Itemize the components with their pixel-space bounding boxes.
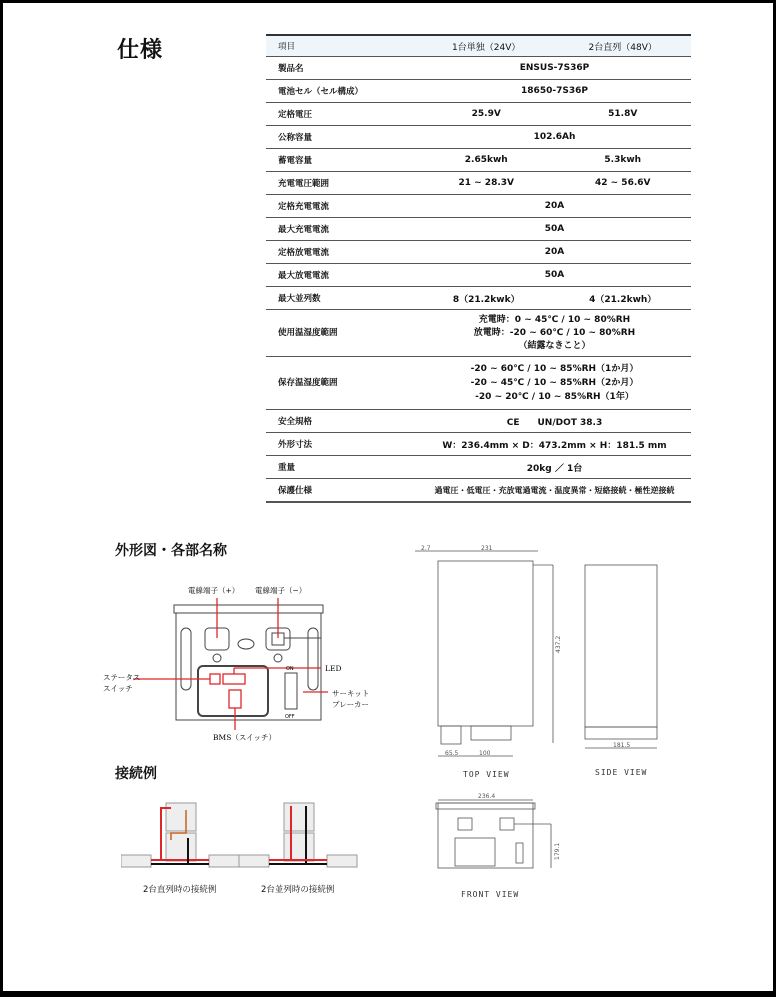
row-label: 最大並列数 <box>266 287 418 310</box>
front-view-drawing <box>433 788 563 878</box>
bms-label: BMS（スイッチ） <box>213 733 277 742</box>
front-view-caption: FRONT VIEW <box>461 890 520 899</box>
table-header-row <box>266 35 691 57</box>
row-value-single: 8（21.2kwk） <box>418 287 554 310</box>
value-line: -20 ~ 45℃ / 10 ~ 85%RH（2か月） <box>470 378 639 388</box>
off-label: OFF <box>285 714 295 720</box>
dim-179-1: 179.1 <box>554 842 561 860</box>
row-label: 重量 <box>266 456 418 479</box>
series-diagram <box>121 803 239 867</box>
spec-page <box>3 3 773 991</box>
table-row <box>266 103 691 126</box>
table-row <box>266 172 691 195</box>
parallel-diagram <box>239 803 357 867</box>
dim-100: 100 <box>479 750 491 757</box>
row-value-series: 4（21.2kwh） <box>554 287 691 310</box>
row-label: 製品名 <box>266 57 418 80</box>
dim-437-2: 437.2 <box>555 635 562 653</box>
page-title: 仕様 <box>117 38 164 63</box>
row-value: 50A <box>418 264 691 287</box>
table-row <box>266 218 691 241</box>
row-label: 最大放電電流 <box>266 264 418 287</box>
row-label: 最大充電電流 <box>266 218 418 241</box>
row-label: 定格電圧 <box>266 103 418 126</box>
header-single: 1台単独（24V） <box>418 35 554 57</box>
dim-236-4: 236.4 <box>478 793 496 800</box>
row-label: 定格充電電流 <box>266 195 418 218</box>
header-series: 2台直列（48V） <box>554 35 691 57</box>
table-row <box>266 241 691 264</box>
table-row <box>266 287 691 310</box>
row-value-single: 2.65kwh <box>418 149 554 172</box>
row-label: 保存温湿度範囲 <box>266 357 418 410</box>
row-label: 定格放電電流 <box>266 241 418 264</box>
row-value-multiline <box>418 357 691 410</box>
row-value: ENSUS-7S36P <box>418 57 691 80</box>
row-value-single: 21 ~ 28.3V <box>418 172 554 195</box>
breaker-label: サーキット <box>332 689 370 698</box>
table-row <box>266 195 691 218</box>
table-row <box>266 80 691 103</box>
table-row <box>266 456 691 479</box>
top-side-drawings <box>413 543 663 763</box>
row-label: 蓄電容量 <box>266 149 418 172</box>
row-value: 50A <box>418 218 691 241</box>
parallel-caption: 2台並列時の接続例 <box>261 885 335 895</box>
table-row <box>266 57 691 80</box>
row-value: 20A <box>418 241 691 264</box>
table-row <box>266 433 691 456</box>
value-line: 充電時：0 ~ 45℃ / 10 ~ 80%RH <box>478 314 631 325</box>
table-row <box>266 479 691 503</box>
row-label: 電池セル（セル構成） <box>266 80 418 103</box>
row-value-series: 5.3kwh <box>554 149 691 172</box>
terminal-minus-label: 電線端子（−） <box>255 586 307 595</box>
front-parts-diagram <box>103 578 383 748</box>
table-row <box>266 149 691 172</box>
table-row <box>266 357 691 410</box>
led-label: LED <box>325 664 342 673</box>
row-value: 過電圧・低電圧・充放電過電流・温度異常・短絡接続・極性逆接続 <box>418 479 691 503</box>
header-item: 項目 <box>266 35 418 57</box>
row-value: 102.6Ah <box>418 126 691 149</box>
table-row <box>266 126 691 149</box>
value-line: -20 ~ 20℃ / 10 ~ 85%RH（1年） <box>475 392 634 402</box>
dim-2-7: 2.7 <box>421 545 431 552</box>
row-value-multiline <box>418 310 691 357</box>
row-value: W：236.4mm × D：473.2mm × H：181.5 mm <box>418 433 691 456</box>
terminal-plus-label: 電線端子（+） <box>188 586 240 595</box>
row-label: 安全規格 <box>266 410 418 433</box>
row-label: 公称容量 <box>266 126 418 149</box>
side-view-caption: SIDE VIEW <box>595 768 648 777</box>
dim-65-5: 65.5 <box>445 750 459 757</box>
connection-diagrams <box>121 798 361 873</box>
outline-section-title: 外形図・各部名称 <box>115 543 227 559</box>
status-switch-label: ステータス <box>103 673 141 682</box>
dim-181-5: 181.5 <box>613 742 631 749</box>
row-label: 外形寸法 <box>266 433 418 456</box>
table-row <box>266 410 691 433</box>
on-label: ON <box>286 666 294 672</box>
row-value: 18650-7S36P <box>418 80 691 103</box>
breaker-label-2: ブレーカー <box>332 700 370 709</box>
row-value-series: 42 ~ 56.6V <box>554 172 691 195</box>
row-value-series: 51.8V <box>554 103 691 126</box>
row-value-single: 25.9V <box>418 103 554 126</box>
row-label: 保護仕様 <box>266 479 418 503</box>
connection-section-title: 接続例 <box>115 766 157 782</box>
table-row <box>266 310 691 357</box>
status-switch-label-2: スイッチ <box>103 684 133 693</box>
value-line: （結露なきこと） <box>518 340 591 351</box>
dim-231: 231 <box>481 545 493 552</box>
row-value: 20A <box>418 195 691 218</box>
row-value: 20kg ／ 1台 <box>418 456 691 479</box>
series-caption: 2台直列時の接続例 <box>143 885 217 895</box>
table-row <box>266 264 691 287</box>
row-label: 充電電圧範囲 <box>266 172 418 195</box>
value-line: -20 ~ 60℃ / 10 ~ 85%RH（1か月） <box>470 364 639 374</box>
row-label: 使用温湿度範囲 <box>266 310 418 357</box>
row-value: CE UN/DOT 38.3 <box>418 410 691 433</box>
top-view-caption: TOP VIEW <box>463 770 510 779</box>
value-line: 放電時：-20 ~ 60℃ / 10 ~ 80%RH <box>473 327 636 338</box>
spec-table <box>266 34 691 503</box>
